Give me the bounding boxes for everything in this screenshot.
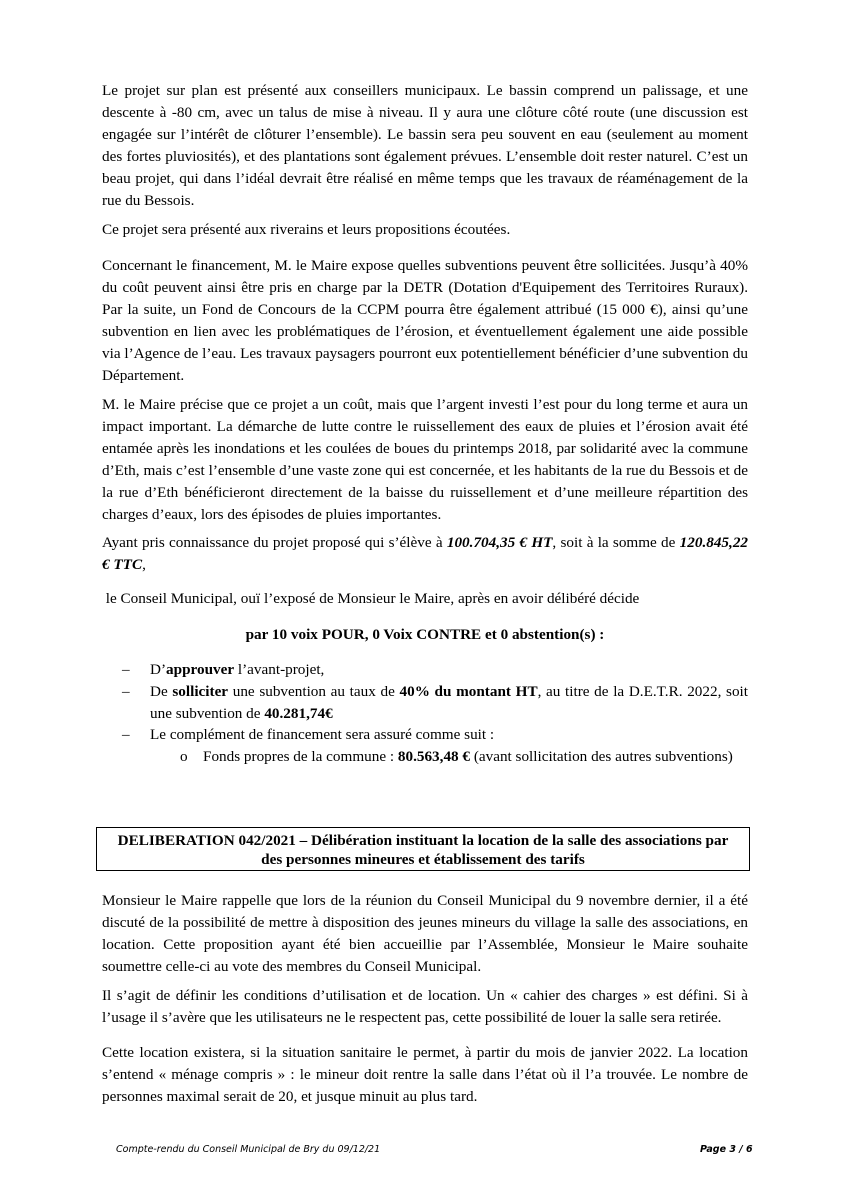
decision-text: Fonds propres de la commune : — [203, 748, 398, 765]
decision-keyword: approuver — [166, 661, 235, 678]
amount-connector: , soit à la somme de — [552, 534, 680, 551]
decision-text: Le complément de financement sera assuré comme suit : — [150, 726, 495, 743]
decision-amount: 80.563,48 € — [397, 748, 471, 765]
footer-page-number: Page 3 / 6 — [700, 1144, 753, 1155]
decision-text: De — [150, 683, 173, 700]
footer-document-title: Compte-rendu du Conseil Municipal de Bry du 09/12/21 — [116, 1144, 381, 1155]
circle-bullet: o — [180, 748, 188, 765]
paragraph-basin-project: Le projet sur plan est présenté aux conseillers municipaux. Le bassin comprend un palissage, et une descente à -80 cm, avec un talus de mise à niveau. Il y aura une clôture côté route (une discussion est engagée sur l’intérêt de clôturer l’ensemble). Le bassin sera peu souvent en eau (seulement au moment des fortes pluviosités), et des plantations sont également prévues. L’ensemble doit rester naturel. C’est un beau projet, qui dans l’idéal devrait être réalisé en même temps que les travaux de réaménagement de la rue du Bessois. — [102, 82, 748, 209]
deliberation-title-box — [96, 827, 750, 871]
paragraph-project-amount — [102, 532, 748, 576]
amount-intro: Ayant pris connaissance du projet proposé qui s’élève à — [102, 534, 447, 551]
paragraph-rental-reminder: Monsieur le Maire rappelle que lors de la réunion du Conseil Municipal du 9 novembre dernier, il a été discuté de la possibilité de mettre à disposition des jeunes mineurs du village la salle des associations, en location. Cette proposition ayant été bien accueillie par l’Assemblée, Monsieur le Maire souhaite soumettre celle-ci au vote des membres du Conseil Municipal. — [102, 892, 748, 975]
paragraph-rental-start: Cette location existera, si la situation sanitaire le permet, à partir du mois de janvier 2022. La location s’entend « ménage compris » : le mineur doit rentre la salle dans l’état où il l’a trouvée. Le nombre de personnes maximal serait de 20, et jusque minuit au plus tard. — [102, 1044, 748, 1105]
decision-text: D’ — [150, 661, 167, 678]
deliberation-title-line1: DELIBERATION 042/2021 – Délibération instituant la location de la salle des associations par — [117, 832, 729, 849]
paragraph-council-decides: le Conseil Municipal, ouï l’exposé de Monsieur le Maire, après en avoir délibéré décide — [102, 590, 640, 607]
decision-text: l’avant-projet, — [234, 661, 325, 678]
decision-text: , au titre de la D.E.T.R. 2022, soit une subvention de — [150, 683, 748, 722]
dash-bullet: – — [122, 661, 130, 678]
decision-amount: 40.281,74€ — [264, 705, 333, 722]
paragraph-rental-conditions: Il s’agit de définir les conditions d’utilisation et de location. Un « cahier des charges » est défini. Si à l’usage il s’avère que les utilisateurs ne le respectent pas, cette possibilité de louer la salle sera retirée. — [102, 987, 748, 1026]
decision-text: une subvention au taux de — [228, 683, 400, 700]
paragraph-financing: Concernant le financement, M. le Maire expose quelles subventions peuvent être sollicitées. Jusqu’à 40% du coût peuvent ainsi être pris en charge par la DETR (Dotation d'Equipement des Territoires Ruraux). Par la suite, un Fond de Concours de la CCPM pourra être également attribué (15 000 €), ainsi qu’une subvention en lien avec les problématiques de l’érosion, et éventuellement également une aide possible via l’Agence de l’eau. Les travaux paysagers pourront eux potentiellement bénéficier d’une subvention du Département. — [102, 257, 748, 384]
paragraph-residents: Ce projet sera présenté aux riverains et leurs propositions écoutées. — [102, 221, 511, 238]
amount-ht: 100.704,35 € HT — [446, 534, 553, 551]
decision-text: (avant sollicitation des autres subventions) — [470, 748, 733, 765]
decision-keyword: 40% du montant HT — [399, 683, 538, 700]
deliberation-title-line2: des personnes mineures et établissement des tarifs — [261, 851, 585, 868]
dash-bullet: – — [122, 726, 130, 743]
paragraph-mayor-cost: M. le Maire précise que ce projet a un coût, mais que l’argent investi l’est pour du long terme et aura un impact important. La démarche de lutte contre le ruissellement des eaux de pluies et l’érosion avait été entamée après les inondations et les coulées de boues du printemps 2018, par solidarité avec la commune d’Eth, mais c’est l’ensemble d’une vaste zone qui est concernée, et les habitants de la rue du Bessois et de la rue d’Eth bénéficieront directement de la baisse du ruissellement et d’une meilleure répartition des charges d’eaux, lors des épisodes de pluies importantes. — [102, 396, 748, 523]
dash-bullet: – — [122, 683, 130, 700]
amount-ttc: 120.845,22 € TTC — [102, 534, 748, 573]
decision-keyword: solliciter — [172, 683, 229, 700]
amount-end: , — [142, 556, 146, 573]
vote-result: par 10 voix POUR, 0 Voix CONTRE et 0 abstention(s) : — [245, 626, 605, 643]
